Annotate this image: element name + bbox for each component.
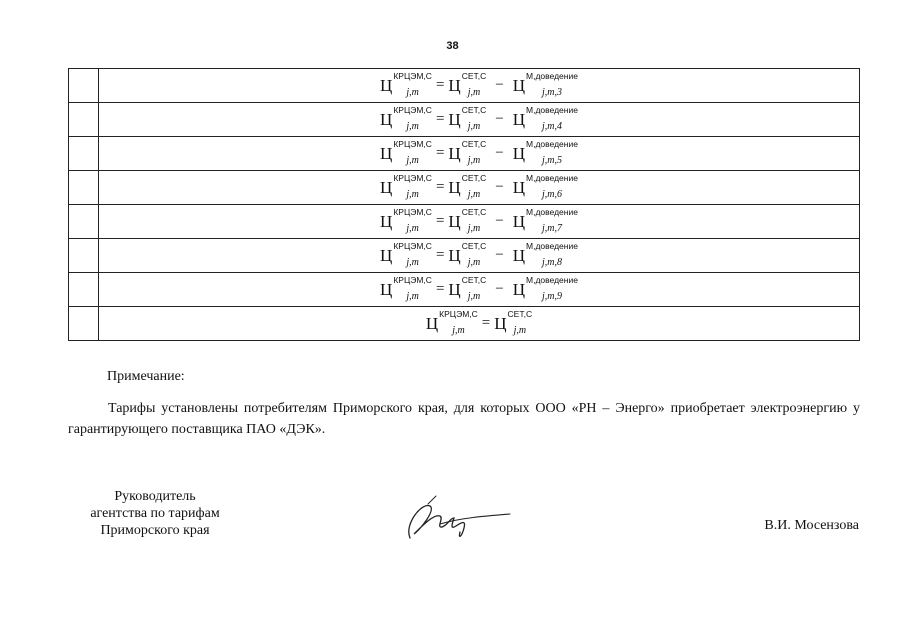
table-row — [69, 103, 860, 137]
minus-sign: − — [495, 76, 504, 93]
formula-term — [448, 139, 487, 167]
table-row — [69, 137, 860, 171]
formula-base: Ц — [512, 279, 525, 299]
formula-superscript: М,доведение — [526, 207, 578, 218]
formula-base: Ц — [448, 177, 461, 197]
row-label-cell — [69, 171, 99, 205]
formula-term — [448, 173, 487, 201]
formula-base: Ц — [380, 75, 393, 95]
formula-base: Ц — [512, 177, 525, 197]
equals-sign: = — [435, 144, 445, 161]
table-row — [69, 69, 860, 103]
formula-superscript: СЕТ,С — [461, 241, 487, 252]
equals-sign: = — [435, 178, 445, 195]
formula-superscript: СЕТ,С — [461, 71, 487, 82]
formula — [380, 173, 578, 201]
table-row — [69, 205, 860, 239]
formula — [380, 139, 578, 167]
formula-base: Ц — [380, 211, 393, 231]
formula-superscript: М,доведение — [526, 139, 578, 150]
formula — [380, 71, 578, 99]
formula-superscript: КРЦЭМ,С — [393, 71, 432, 82]
table-row — [69, 171, 860, 205]
formula-subscript: j,m,5 — [541, 155, 562, 167]
formula-base: Ц — [380, 109, 393, 129]
formula-base: Ц — [512, 75, 525, 95]
formula-cell — [99, 273, 860, 307]
formula-superscript: М,доведение — [526, 71, 578, 82]
row-label-cell — [69, 307, 99, 341]
formula-term — [512, 241, 578, 269]
minus-sign: − — [495, 110, 504, 127]
equals-sign: = — [435, 110, 445, 127]
formula-subscript: j,m — [467, 189, 481, 201]
row-label-cell — [69, 69, 99, 103]
formula-superscript: КРЦЭМ,С — [393, 241, 432, 252]
formula-term — [448, 71, 487, 99]
formula-subscript: j,m — [406, 291, 419, 303]
formula-term — [512, 207, 578, 235]
minus-sign: − — [495, 144, 504, 161]
formula — [380, 241, 578, 269]
formula-subscript: j,m,8 — [541, 257, 562, 269]
formula-superscript: СЕТ,С — [461, 207, 487, 218]
formula-term — [380, 105, 432, 133]
formula-subscript: j,m — [452, 325, 465, 337]
formula-term — [512, 139, 578, 167]
formula-base: Ц — [494, 313, 507, 333]
formula-subscript: j,m — [406, 223, 419, 235]
formula-superscript: М,доведение — [526, 105, 578, 116]
formula-subscript: j,m — [406, 155, 419, 167]
formula-term — [380, 241, 432, 269]
row-label-cell — [69, 137, 99, 171]
formula-subscript: j,m — [467, 257, 481, 269]
formula-base: Ц — [380, 245, 393, 265]
formula — [380, 207, 578, 235]
formula — [380, 275, 578, 303]
signer-title-line: Приморского края — [100, 523, 210, 538]
formula — [425, 309, 533, 337]
formula-subscript: j,m — [406, 257, 419, 269]
row-label-cell — [69, 273, 99, 307]
formula-term — [512, 275, 578, 303]
formula-term — [380, 173, 432, 201]
formula-cell — [99, 239, 860, 273]
page-number: 38 — [446, 40, 459, 52]
formula-subscript: j,m,3 — [541, 87, 562, 99]
formula-subscript: j,m — [406, 87, 419, 99]
minus-sign: − — [495, 212, 504, 229]
formula-term — [512, 105, 578, 133]
equals-sign: = — [435, 280, 445, 297]
formula-cell — [99, 69, 860, 103]
formula-term — [425, 309, 478, 337]
formula-base: Ц — [512, 109, 525, 129]
row-label-cell — [69, 103, 99, 137]
formula-superscript: КРЦЭМ,С — [393, 207, 432, 218]
formula-cell — [99, 103, 860, 137]
formula-subscript: j,m,7 — [541, 223, 562, 235]
formula-table — [68, 68, 860, 341]
formula-subscript: j,m — [406, 189, 419, 201]
formula-base: Ц — [448, 245, 461, 265]
formula-subscript: j,m — [467, 223, 481, 235]
formula-superscript: М,доведение — [526, 241, 578, 252]
minus-sign: − — [495, 280, 504, 297]
formula-term — [512, 173, 578, 201]
handwritten-signature-icon — [400, 494, 515, 542]
signer-name: В.И. Мосензова — [764, 518, 859, 533]
formula-superscript: КРЦЭМ,С — [439, 309, 478, 320]
formula-subscript: j,m — [467, 155, 481, 167]
equals-sign: = — [481, 314, 491, 331]
formula-superscript: КРЦЭМ,С — [393, 173, 432, 184]
formula-cell — [99, 205, 860, 239]
formula-base: Ц — [380, 279, 393, 299]
minus-sign: − — [495, 246, 504, 263]
formula-term — [448, 207, 487, 235]
formula-term — [380, 275, 432, 303]
formula-subscript: j,m — [467, 291, 481, 303]
formula-base: Ц — [448, 143, 461, 163]
formula-superscript: СЕТ,С — [461, 105, 487, 116]
formula-term — [512, 71, 578, 99]
formula-base: Ц — [448, 279, 461, 299]
formula-subscript: j,m,6 — [541, 189, 562, 201]
equals-sign: = — [435, 212, 445, 229]
formula-superscript: КРЦЭМ,С — [393, 275, 432, 286]
formula-superscript: СЕТ,С — [507, 309, 533, 320]
formula-subscript: j,m — [406, 121, 419, 133]
signer-title — [60, 488, 250, 539]
formula-cell — [99, 137, 860, 171]
row-label-cell — [69, 239, 99, 273]
formula-subscript: j,m,9 — [541, 291, 562, 303]
formula-superscript: М,доведение — [526, 173, 578, 184]
table-row — [69, 307, 860, 341]
formula-base: Ц — [512, 143, 525, 163]
formula-base: Ц — [512, 245, 525, 265]
equals-sign: = — [435, 246, 445, 263]
formula-superscript: СЕТ,С — [461, 173, 487, 184]
row-label-cell — [69, 205, 99, 239]
formula-superscript: КРЦЭМ,С — [393, 105, 432, 116]
formula-base: Ц — [448, 75, 461, 95]
formula-superscript: СЕТ,С — [461, 139, 487, 150]
formula-subscript: j,m,4 — [541, 121, 562, 133]
formula-term — [380, 71, 432, 99]
formula-subscript: j,m — [513, 325, 527, 337]
formula-base: Ц — [448, 109, 461, 129]
formula-term — [380, 207, 432, 235]
formula-subscript: j,m — [467, 121, 481, 133]
signer-title-line: Руководитель — [114, 489, 196, 504]
formula-base: Ц — [448, 211, 461, 231]
formula-base: Ц — [380, 177, 393, 197]
formula-superscript: КРЦЭМ,С — [393, 139, 432, 150]
formula-base: Ц — [512, 211, 525, 231]
formula — [380, 105, 578, 133]
formula-term — [380, 139, 432, 167]
note-label: Примечание: — [107, 369, 185, 384]
equals-sign: = — [435, 76, 445, 93]
formula-superscript: СЕТ,С — [461, 275, 487, 286]
minus-sign: − — [495, 178, 504, 195]
formula-base: Ц — [425, 313, 439, 333]
formula-superscript: М,доведение — [526, 275, 578, 286]
formula-base: Ц — [380, 143, 393, 163]
formula-cell — [99, 171, 860, 205]
table-row — [69, 239, 860, 273]
table-row — [69, 273, 860, 307]
formula-term — [448, 275, 487, 303]
formula-subscript: j,m — [467, 87, 481, 99]
formula-term — [494, 309, 533, 337]
formula-term — [448, 241, 487, 269]
signer-title-line: агентства по тарифам — [90, 506, 220, 521]
note-text: Тарифы установлены потребителям Приморского края, для которых ООО «РН – Энерго» приобретает электроэнергию у гарантирующего поставщика ПАО «ДЭК». — [68, 401, 860, 437]
formula-cell — [99, 307, 860, 341]
formula-term — [448, 105, 487, 133]
